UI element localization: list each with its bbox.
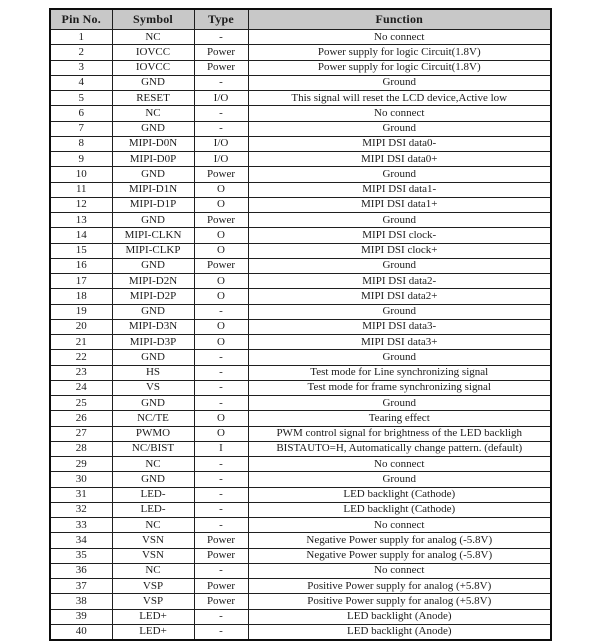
function-cell: Ground — [248, 350, 551, 365]
table-row — [50, 548, 551, 563]
pin-no-cell: 24 — [50, 380, 112, 395]
pin-no-cell: 27 — [50, 426, 112, 441]
function-cell: Positive Power supply for analog (+5.8V) — [248, 579, 551, 594]
function-cell: MIPI DSI data1- — [248, 182, 551, 197]
pin-no-cell: 18 — [50, 289, 112, 304]
table-row — [50, 594, 551, 609]
function-cell: Ground — [248, 396, 551, 411]
table-row — [50, 258, 551, 273]
pin-no-cell: 4 — [50, 75, 112, 90]
function-cell: PWM control signal for brightness of the LED backligh — [248, 426, 551, 441]
type-cell: - — [194, 502, 248, 517]
function-cell: Ground — [248, 258, 551, 273]
symbol-cell: NC/BIST — [112, 441, 194, 456]
function-cell: Ground — [248, 472, 551, 487]
pin-no-cell: 16 — [50, 258, 112, 273]
table-row — [50, 243, 551, 258]
header-cell-type: Type — [194, 9, 248, 30]
symbol-cell: NC/TE — [112, 411, 194, 426]
table-row — [50, 91, 551, 106]
type-cell: - — [194, 518, 248, 533]
symbol-cell: NC — [112, 563, 194, 578]
type-cell: - — [194, 121, 248, 136]
symbol-cell: VSP — [112, 594, 194, 609]
table-row — [50, 457, 551, 472]
function-cell: MIPI DSI data1+ — [248, 197, 551, 212]
pin-no-cell: 14 — [50, 228, 112, 243]
table-row — [50, 365, 551, 380]
symbol-cell: RESET — [112, 91, 194, 106]
symbol-cell: MIPI-CLKN — [112, 228, 194, 243]
function-cell: MIPI DSI data2+ — [248, 289, 551, 304]
function-cell: Ground — [248, 75, 551, 90]
pin-no-cell: 17 — [50, 274, 112, 289]
symbol-cell: NC — [112, 457, 194, 472]
type-cell: Power — [194, 213, 248, 228]
type-cell: - — [194, 350, 248, 365]
type-cell: O — [194, 243, 248, 258]
function-cell: MIPI DSI clock- — [248, 228, 551, 243]
table-row — [50, 60, 551, 75]
symbol-cell: LED+ — [112, 609, 194, 624]
table-header-row — [50, 9, 551, 30]
table-row — [50, 609, 551, 624]
pin-no-cell: 34 — [50, 533, 112, 548]
pin-no-cell: 38 — [50, 594, 112, 609]
pin-no-cell: 29 — [50, 457, 112, 472]
function-cell: Test mode for frame synchronizing signal — [248, 380, 551, 395]
type-cell: - — [194, 380, 248, 395]
symbol-cell: LED+ — [112, 624, 194, 640]
symbol-cell: MIPI-D0N — [112, 136, 194, 151]
table-row — [50, 335, 551, 350]
symbol-cell: MIPI-D3N — [112, 319, 194, 334]
table-row — [50, 472, 551, 487]
table-row — [50, 579, 551, 594]
type-cell: - — [194, 624, 248, 640]
function-cell: MIPI DSI data2- — [248, 274, 551, 289]
pin-no-cell: 35 — [50, 548, 112, 563]
function-cell: MIPI DSI clock+ — [248, 243, 551, 258]
table-row — [50, 624, 551, 640]
function-cell: Negative Power supply for analog (-5.8V) — [248, 548, 551, 563]
type-cell: Power — [194, 60, 248, 75]
function-cell: No connect — [248, 457, 551, 472]
header-cell-pin-no: Pin No. — [50, 9, 112, 30]
symbol-cell: GND — [112, 304, 194, 319]
function-cell: This signal will reset the LCD device,Active low — [248, 91, 551, 106]
symbol-cell: MIPI-D1P — [112, 197, 194, 212]
symbol-cell: NC — [112, 30, 194, 45]
pin-no-cell: 7 — [50, 121, 112, 136]
function-cell: MIPI DSI data3+ — [248, 335, 551, 350]
type-cell: - — [194, 457, 248, 472]
pin-assignment-table-container — [49, 8, 550, 641]
pin-no-cell: 12 — [50, 197, 112, 212]
type-cell: - — [194, 396, 248, 411]
pin-no-cell: 36 — [50, 563, 112, 578]
table-row — [50, 167, 551, 182]
type-cell: - — [194, 75, 248, 90]
symbol-cell: GND — [112, 167, 194, 182]
pin-no-cell: 6 — [50, 106, 112, 121]
table-row — [50, 106, 551, 121]
pin-table-body — [50, 30, 551, 641]
table-row — [50, 45, 551, 60]
type-cell: - — [194, 304, 248, 319]
function-cell: MIPI DSI data0+ — [248, 152, 551, 167]
table-row — [50, 197, 551, 212]
function-cell: Ground — [248, 304, 551, 319]
table-row — [50, 182, 551, 197]
type-cell: I/O — [194, 91, 248, 106]
pin-no-cell: 19 — [50, 304, 112, 319]
symbol-cell: VSN — [112, 548, 194, 563]
table-row — [50, 396, 551, 411]
symbol-cell: MIPI-D3P — [112, 335, 194, 350]
function-cell: LED backlight (Anode) — [248, 624, 551, 640]
pin-no-cell: 25 — [50, 396, 112, 411]
table-row — [50, 441, 551, 456]
table-row — [50, 228, 551, 243]
symbol-cell: GND — [112, 396, 194, 411]
symbol-cell: LED- — [112, 502, 194, 517]
type-cell: Power — [194, 258, 248, 273]
table-row — [50, 563, 551, 578]
symbol-cell: GND — [112, 258, 194, 273]
pin-no-cell: 5 — [50, 91, 112, 106]
function-cell: LED backlight (Cathode) — [248, 487, 551, 502]
symbol-cell: IOVCC — [112, 45, 194, 60]
function-cell: Power supply for logic Circuit(1.8V) — [248, 45, 551, 60]
symbol-cell: GND — [112, 472, 194, 487]
function-cell: Ground — [248, 213, 551, 228]
type-cell: Power — [194, 533, 248, 548]
pin-no-cell: 37 — [50, 579, 112, 594]
type-cell: Power — [194, 579, 248, 594]
symbol-cell: MIPI-D2N — [112, 274, 194, 289]
type-cell: - — [194, 487, 248, 502]
type-cell: O — [194, 197, 248, 212]
table-row — [50, 152, 551, 167]
header-cell-symbol: Symbol — [112, 9, 194, 30]
symbol-cell: GND — [112, 350, 194, 365]
table-row — [50, 487, 551, 502]
pin-no-cell: 11 — [50, 182, 112, 197]
table-row — [50, 350, 551, 365]
symbol-cell: HS — [112, 365, 194, 380]
type-cell: - — [194, 472, 248, 487]
table-row — [50, 274, 551, 289]
pin-no-cell: 32 — [50, 502, 112, 517]
function-cell: Positive Power supply for analog (+5.8V) — [248, 594, 551, 609]
table-row — [50, 426, 551, 441]
table-row — [50, 30, 551, 45]
table-row — [50, 319, 551, 334]
pin-no-cell: 2 — [50, 45, 112, 60]
type-cell: O — [194, 411, 248, 426]
pin-no-cell: 8 — [50, 136, 112, 151]
table-row — [50, 121, 551, 136]
symbol-cell: MIPI-D0P — [112, 152, 194, 167]
pin-no-cell: 20 — [50, 319, 112, 334]
function-cell: No connect — [248, 30, 551, 45]
table-row — [50, 289, 551, 304]
table-row — [50, 411, 551, 426]
type-cell: - — [194, 609, 248, 624]
function-cell: MIPI DSI data0- — [248, 136, 551, 151]
table-row — [50, 75, 551, 90]
pin-no-cell: 21 — [50, 335, 112, 350]
table-row — [50, 518, 551, 533]
function-cell: LED backlight (Anode) — [248, 609, 551, 624]
symbol-cell: MIPI-D1N — [112, 182, 194, 197]
type-cell: - — [194, 365, 248, 380]
type-cell: Power — [194, 594, 248, 609]
symbol-cell: PWMO — [112, 426, 194, 441]
type-cell: I/O — [194, 136, 248, 151]
function-cell: Power supply for logic Circuit(1.8V) — [248, 60, 551, 75]
symbol-cell: IOVCC — [112, 60, 194, 75]
pin-no-cell: 9 — [50, 152, 112, 167]
function-cell: Ground — [248, 167, 551, 182]
type-cell: I/O — [194, 152, 248, 167]
type-cell: O — [194, 319, 248, 334]
pin-no-cell: 3 — [50, 60, 112, 75]
table-row — [50, 213, 551, 228]
function-cell: No connect — [248, 106, 551, 121]
header-cell-function: Function — [248, 9, 551, 30]
pin-no-cell: 26 — [50, 411, 112, 426]
symbol-cell: VS — [112, 380, 194, 395]
type-cell: Power — [194, 548, 248, 563]
symbol-cell: LED- — [112, 487, 194, 502]
type-cell: O — [194, 274, 248, 289]
function-cell: MIPI DSI data3- — [248, 319, 551, 334]
function-cell: No connect — [248, 518, 551, 533]
symbol-cell: NC — [112, 518, 194, 533]
function-cell: LED backlight (Cathode) — [248, 502, 551, 517]
type-cell: - — [194, 563, 248, 578]
function-cell: Negative Power supply for analog (-5.8V) — [248, 533, 551, 548]
pin-no-cell: 31 — [50, 487, 112, 502]
type-cell: Power — [194, 45, 248, 60]
pin-no-cell: 13 — [50, 213, 112, 228]
type-cell: O — [194, 335, 248, 350]
table-row — [50, 380, 551, 395]
type-cell: - — [194, 106, 248, 121]
pin-no-cell: 39 — [50, 609, 112, 624]
pin-assignment-table — [49, 8, 552, 641]
type-cell: - — [194, 30, 248, 45]
symbol-cell: VSP — [112, 579, 194, 594]
pin-no-cell: 33 — [50, 518, 112, 533]
type-cell: O — [194, 228, 248, 243]
pin-no-cell: 30 — [50, 472, 112, 487]
symbol-cell: MIPI-D2P — [112, 289, 194, 304]
pin-no-cell: 15 — [50, 243, 112, 258]
function-cell: No connect — [248, 563, 551, 578]
pin-no-cell: 10 — [50, 167, 112, 182]
symbol-cell: GND — [112, 75, 194, 90]
type-cell: O — [194, 182, 248, 197]
symbol-cell: NC — [112, 106, 194, 121]
type-cell: I — [194, 441, 248, 456]
pin-no-cell: 28 — [50, 441, 112, 456]
symbol-cell: MIPI-CLKP — [112, 243, 194, 258]
function-cell: Ground — [248, 121, 551, 136]
symbol-cell: VSN — [112, 533, 194, 548]
table-row — [50, 502, 551, 517]
symbol-cell: GND — [112, 121, 194, 136]
pin-no-cell: 40 — [50, 624, 112, 640]
type-cell: O — [194, 289, 248, 304]
type-cell: O — [194, 426, 248, 441]
pin-no-cell: 23 — [50, 365, 112, 380]
table-row — [50, 136, 551, 151]
table-row — [50, 304, 551, 319]
function-cell: Test mode for Line synchronizing signal — [248, 365, 551, 380]
symbol-cell: GND — [112, 213, 194, 228]
function-cell: Tearing effect — [248, 411, 551, 426]
pin-no-cell: 22 — [50, 350, 112, 365]
function-cell: BISTAUTO=H, Automatically change pattern. (default) — [248, 441, 551, 456]
pin-no-cell: 1 — [50, 30, 112, 45]
type-cell: Power — [194, 167, 248, 182]
table-row — [50, 533, 551, 548]
